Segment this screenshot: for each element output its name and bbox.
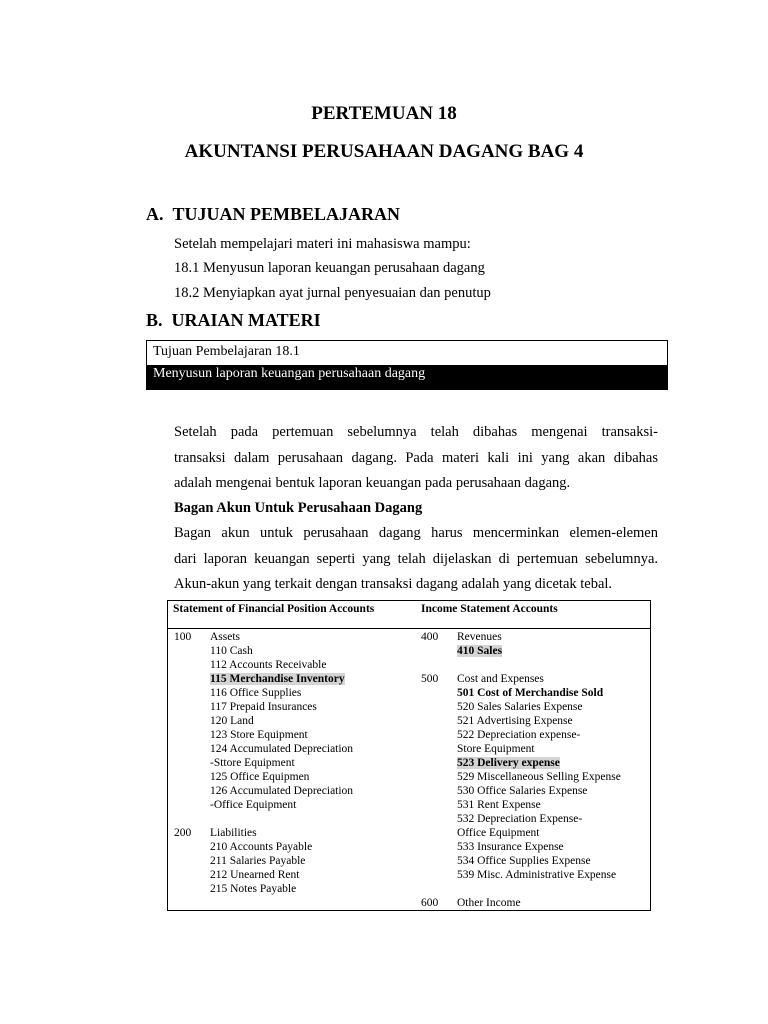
account-line-text: Store Equipment — [457, 743, 535, 755]
account-line-text: 532 Depreciation Expense- — [457, 813, 583, 825]
account-line — [457, 686, 603, 700]
account-line-text: 520 Sales Salaries Expense — [457, 701, 583, 713]
account-line-text: 531 Rent Expense — [457, 799, 541, 811]
account-code — [421, 672, 438, 686]
account-line-text: 539 Misc. Administrative Expense — [457, 869, 617, 881]
account-line-text: 124 Accumulated Depreciation — [210, 743, 354, 755]
account-line — [457, 812, 582, 826]
account-line-text: 115 Merchandise Inventory — [210, 673, 345, 685]
account-line — [210, 770, 309, 784]
account-line — [210, 728, 308, 742]
account-line — [210, 882, 296, 896]
account-line — [457, 630, 502, 644]
account-line-text: 120 Land — [210, 715, 254, 727]
account-line — [210, 714, 254, 728]
account-line — [457, 854, 591, 868]
account-line-text: 521 Advertising Expense — [457, 715, 573, 727]
account-line — [457, 826, 540, 840]
paragraph-line: Akun-akun yang terkait dengan transaksi dagang adalah yang dicetak tebal. — [174, 576, 613, 592]
objective-item: 18.2 Menyiapkan ayat jurnal penyesuaian dan penutup — [174, 285, 491, 301]
account-code — [421, 896, 438, 910]
account-line — [210, 798, 296, 812]
account-line — [457, 728, 580, 742]
learning-objective-text: Menyusun laporan keuangan perusahaan dagang — [147, 365, 667, 390]
account-line-text: Assets — [210, 631, 241, 643]
account-line — [210, 700, 317, 714]
account-line — [210, 784, 353, 798]
header-financial-position: Statement of Financial Position Accounts — [173, 603, 375, 615]
account-line-text: Other Income — [457, 897, 521, 909]
account-line — [457, 798, 541, 812]
account-line-text: 123 Store Equipment — [210, 729, 308, 741]
paragraph-line: adalah mengenai bentuk laporan keuangan pada perusahaan dagang. — [174, 475, 571, 491]
account-line — [457, 714, 573, 728]
section-b-heading: B. URAIAN MATERI — [146, 310, 321, 330]
subheading: Bagan Akun Untuk Perusahaan Dagang — [174, 500, 423, 516]
account-line-text: 529 Miscellaneous Selling Expense — [457, 771, 621, 783]
account-line-text: 534 Office Supplies Expense — [457, 855, 591, 867]
account-code — [174, 826, 191, 840]
account-line — [457, 770, 621, 784]
account-line — [210, 658, 326, 672]
account-line-text: 211 Salaries Payable — [210, 855, 306, 867]
account-line — [457, 896, 521, 910]
account-line — [210, 826, 257, 840]
account-line-text: 522 Depreciation expense- — [457, 729, 581, 741]
account-line — [457, 868, 616, 882]
account-line — [210, 672, 345, 686]
account-line-text: Liabilities — [210, 827, 257, 839]
paragraph-line: dari laporan keuangan seperti yang telah dijelaskan di pertemuan sebelumnya. — [174, 551, 658, 567]
account-line-text: -Office Equipment — [210, 799, 297, 811]
account-code — [421, 630, 438, 644]
account-line-text: 215 Notes Payable — [210, 883, 297, 895]
account-line-text: 126 Accumulated Depreciation — [210, 785, 354, 797]
table-header — [168, 601, 650, 629]
account-line — [210, 686, 301, 700]
account-code-text: 500 — [421, 673, 439, 685]
paragraph-line: Bagan akun untuk perusahaan dagang harus mencerminkan elemen-elemen — [174, 525, 658, 541]
account-line-text: 210 Accounts Payable — [210, 841, 313, 853]
account-line — [210, 756, 295, 770]
account-line-text: -Sttore Equipment — [210, 757, 295, 769]
section-a-heading: A. TUJUAN PEMBELAJARAN — [146, 204, 401, 224]
account-line — [457, 784, 587, 798]
learning-objective-label: Tujuan Pembelajaran 18.1 — [153, 344, 300, 359]
objective-item: 18.1 Menyusun laporan keuangan perusahaan dagang — [174, 260, 485, 276]
account-line-text: 533 Insurance Expense — [457, 841, 564, 853]
account-line — [210, 840, 312, 854]
chart-of-accounts-table — [167, 600, 651, 911]
account-line-text: 125 Office Equipmen — [210, 771, 310, 783]
page-subtitle: AKUNTANSI PERUSAHAAN DAGANG BAG 4 — [184, 141, 584, 162]
paragraph-line: transaksi dalam perusahaan dagang. Pada materi kali ini yang akan dibahas — [174, 450, 658, 466]
account-line — [457, 756, 560, 770]
account-line — [457, 742, 535, 756]
account-code-text: 100 — [174, 631, 192, 643]
account-line — [457, 700, 583, 714]
account-line-text: Cost and Expenses — [457, 673, 544, 685]
account-line-text: 116 Office Supplies — [210, 687, 302, 699]
paragraph-line: Setelah pada pertemuan sebelumnya telah dibahas mengenai transaksi- — [174, 424, 658, 440]
page-title: PERTEMUAN 18 — [311, 103, 457, 124]
account-code-text: 200 — [174, 827, 192, 839]
account-line-text: 410 Sales — [457, 645, 503, 657]
account-line — [210, 630, 240, 644]
account-line-text: 112 Accounts Receivable — [210, 659, 327, 671]
objectives-intro: Setelah mempelajari materi ini mahasiswa mampu: — [174, 236, 471, 252]
account-line — [457, 840, 564, 854]
account-line-text: 117 Prepaid Insurances — [210, 701, 317, 713]
account-line-text: Office Equipment — [457, 827, 540, 839]
account-line — [457, 644, 502, 658]
account-code — [174, 630, 191, 644]
account-code-text: 600 — [421, 897, 439, 909]
account-line-text: 212 Unearned Rent — [210, 869, 300, 881]
account-line-text: 501 Cost of Merchandise Sold — [457, 687, 604, 699]
account-line-text: 523 Delivery expense — [457, 757, 560, 769]
account-line — [210, 742, 353, 756]
account-line — [457, 672, 544, 686]
header-income-statement: Income Statement Accounts — [421, 603, 558, 615]
account-code-text: 400 — [421, 631, 439, 643]
account-line — [210, 854, 305, 868]
account-line — [210, 644, 253, 658]
account-line-text: 530 Office Salaries Expense — [457, 785, 588, 797]
learning-objective-box — [146, 340, 668, 390]
account-line-text: Revenues — [457, 631, 502, 643]
account-line — [210, 868, 299, 882]
account-line-text: 110 Cash — [210, 645, 253, 657]
